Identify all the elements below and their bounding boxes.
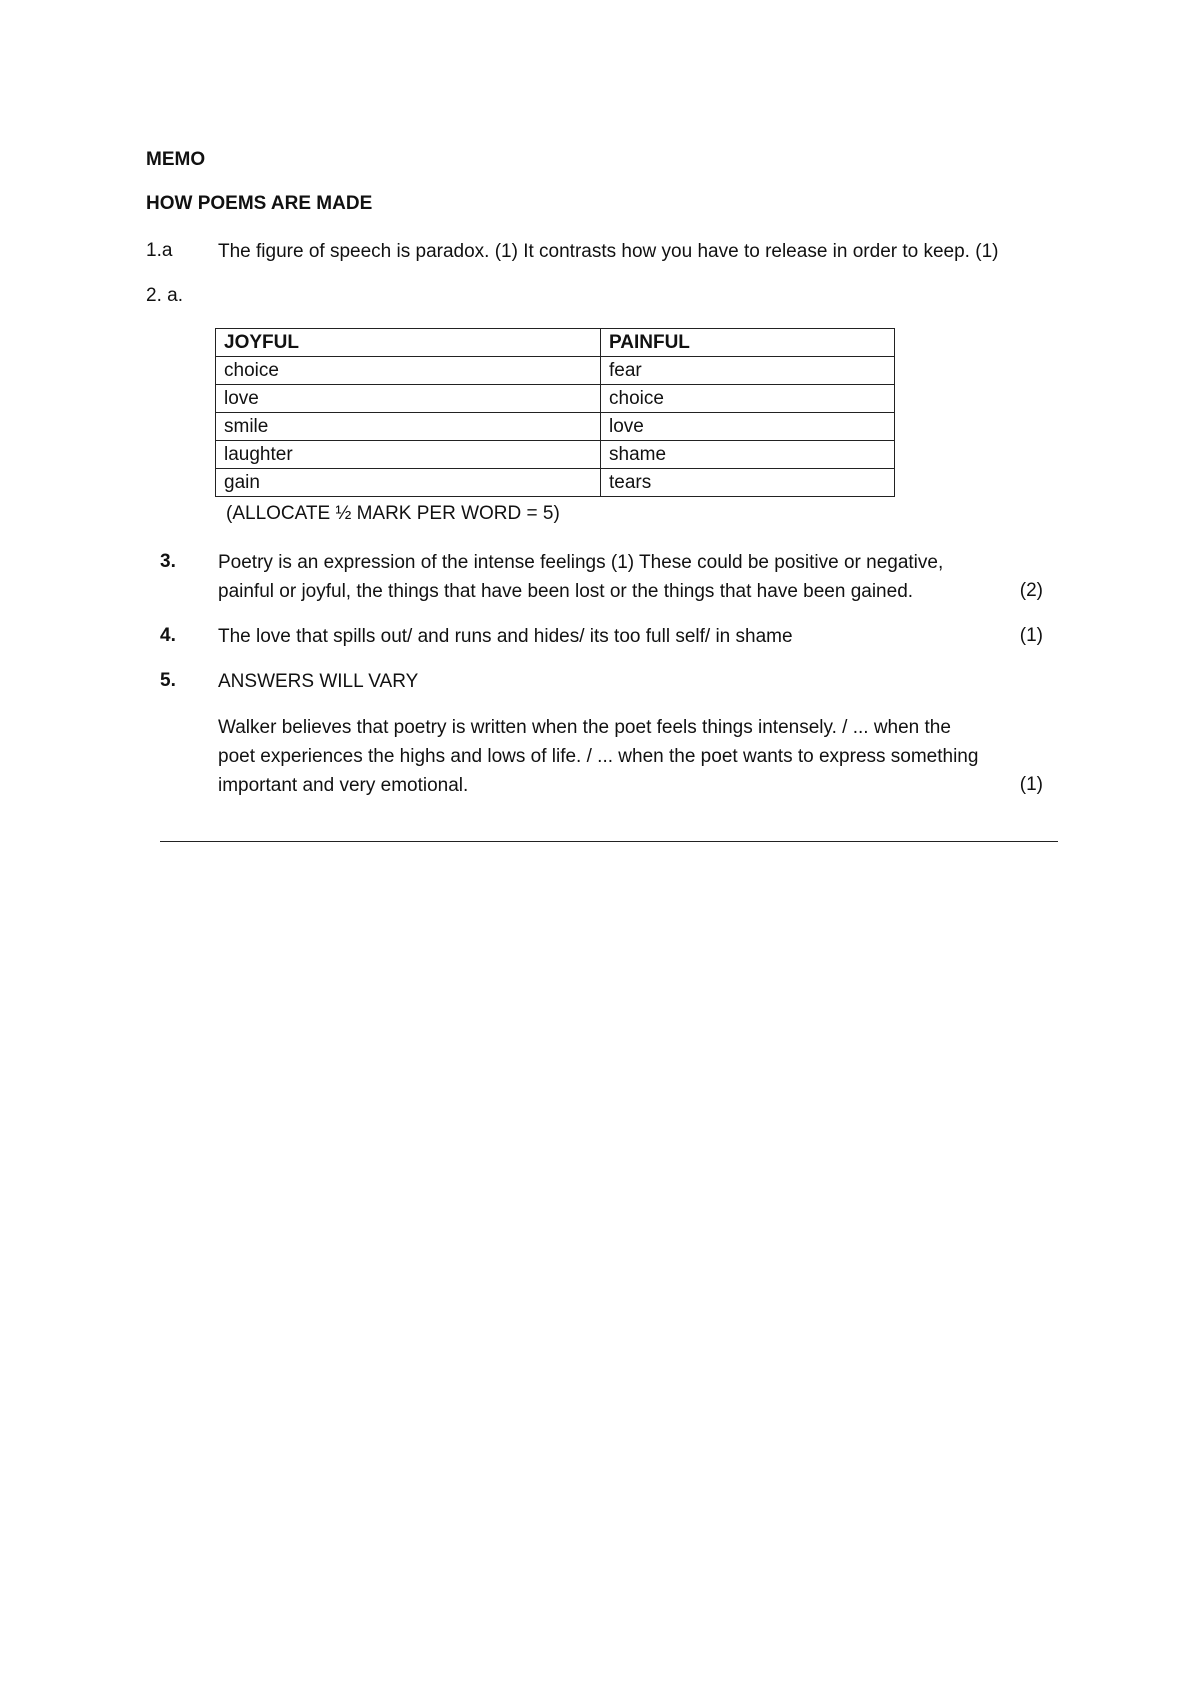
question-5-heading: ANSWERS WILL VARY [218, 671, 419, 692]
table-cell-joyful: smile [216, 413, 601, 441]
question-5-number: 5. [160, 670, 176, 691]
table-row [216, 357, 895, 385]
question-5-marks: (1) [1019, 774, 1043, 795]
table-row [216, 441, 895, 469]
table-cell-painful: tears [601, 469, 895, 497]
question-5-answer-line-2: poet experiences the highs and lows of life. / ... when the poet wants to express something [218, 746, 979, 767]
question-4-number: 4. [160, 625, 176, 646]
table-cell-joyful: laughter [216, 441, 601, 469]
table-cell-painful: fear [601, 357, 895, 385]
table-header-row [216, 329, 895, 357]
table-cell-painful: choice [601, 385, 895, 413]
table-header-joyful: JOYFUL [216, 329, 601, 357]
table-cell-painful: shame [601, 441, 895, 469]
table-row [216, 469, 895, 497]
table-cell-joyful: choice [216, 357, 601, 385]
allocation-note: (ALLOCATE ½ MARK PER WORD = 5) [226, 503, 560, 524]
table-header-painful: PAINFUL [601, 329, 895, 357]
table-cell-joyful: love [216, 385, 601, 413]
end-divider [160, 841, 1058, 842]
question-5-answer-line-3: important and very emotional. [218, 775, 469, 796]
feelings-table [215, 328, 895, 497]
question-2-number: 2. a. [146, 285, 183, 306]
question-1-answer: The figure of speech is paradox. (1) It contrasts how you have to release in order to keep. (1) [218, 241, 999, 262]
page-title: HOW POEMS ARE MADE [146, 193, 373, 214]
memo-label: MEMO [146, 149, 206, 170]
question-3-answer-line-1: Poetry is an expression of the intense feelings (1) These could be positive or negative, [218, 552, 944, 573]
table-row [216, 385, 895, 413]
question-4-marks: (1) [1019, 625, 1043, 646]
question-5-answer-line-1: Walker believes that poetry is written when the poet feels things intensely. / ... when the [218, 717, 951, 738]
table-cell-painful: love [601, 413, 895, 441]
question-3-marks: (2) [1019, 580, 1043, 601]
question-1-number: 1.a [146, 240, 173, 261]
table-row [216, 413, 895, 441]
table-cell-joyful: gain [216, 469, 601, 497]
question-4-answer: The love that spills out/ and runs and hides/ its too full self/ in shame [218, 626, 793, 647]
question-3-answer-line-2: painful or joyful, the things that have been lost or the things that have been gained. [218, 581, 914, 602]
question-3-number: 3. [160, 551, 176, 572]
